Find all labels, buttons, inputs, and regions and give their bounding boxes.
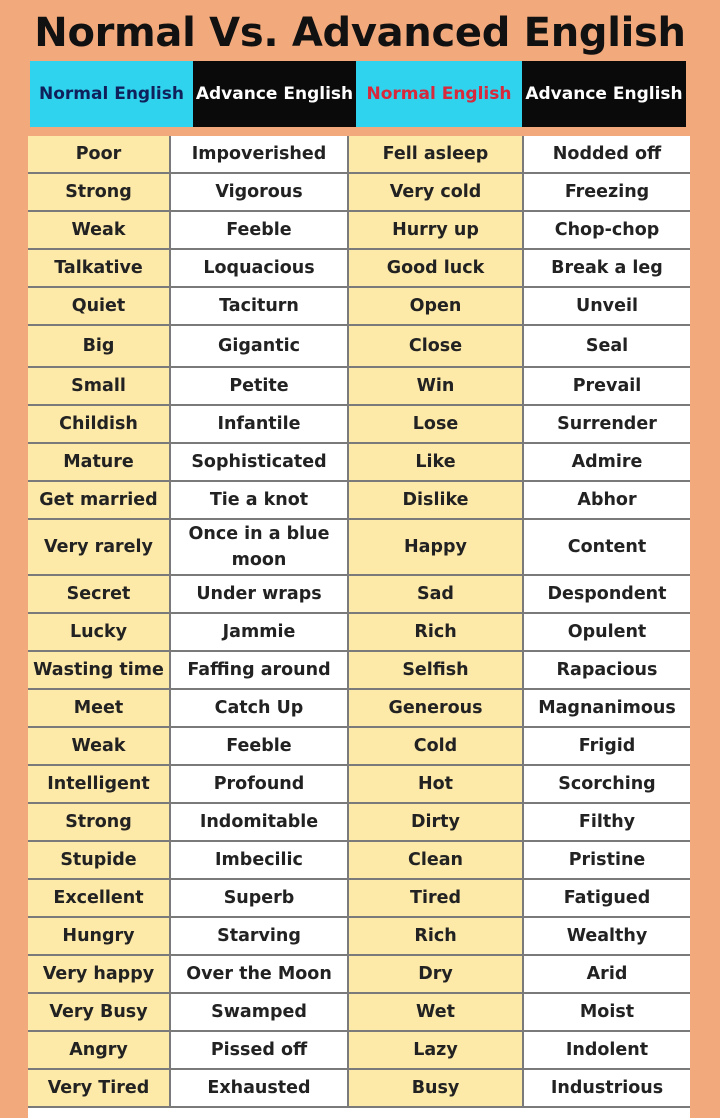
advanced-word-cell: Starving: [171, 918, 349, 954]
advanced-word-cell: Taciturn: [171, 288, 349, 324]
table-row: [28, 250, 690, 288]
advanced-word-cell: Loquacious: [171, 250, 349, 286]
advanced-word-cell: Prevail: [524, 368, 690, 404]
table-row: [28, 690, 690, 728]
advanced-word-cell: Fatigued: [524, 880, 690, 916]
advanced-word-cell: Jammie: [171, 614, 349, 650]
table-row: [28, 994, 690, 1032]
advanced-word-cell: Gigantic: [171, 326, 349, 366]
normal-word-cell: Good luck: [349, 250, 524, 286]
normal-word-cell: Happy: [349, 520, 524, 574]
advanced-word-cell: Pissed off: [171, 1032, 349, 1068]
vocabulary-table: [28, 136, 690, 1118]
advanced-word-cell: Imbecilic: [171, 842, 349, 878]
normal-word-cell: Very happy: [28, 956, 171, 992]
normal-word-cell: Hungry: [28, 918, 171, 954]
advanced-word-cell: Feeble: [171, 212, 349, 248]
advanced-word-cell: Rapacious: [524, 652, 690, 688]
normal-word-cell: Very cold: [349, 174, 524, 210]
normal-word-cell: Close: [349, 326, 524, 366]
table-row: [28, 956, 690, 994]
normal-word-cell: Cold: [349, 728, 524, 764]
normal-word-cell: Lucky: [28, 614, 171, 650]
advanced-word-cell: Indolent: [524, 1032, 690, 1068]
table-row: [28, 766, 690, 804]
advanced-word-cell: Moist: [524, 994, 690, 1030]
table-row: [28, 444, 690, 482]
advanced-word-cell: Magnanimous: [524, 690, 690, 726]
normal-word-cell: Dry: [349, 956, 524, 992]
advanced-word-cell: Catch Up: [171, 690, 349, 726]
table-row: [28, 842, 690, 880]
table-row: [28, 652, 690, 690]
advanced-word-cell: Faffing around: [171, 652, 349, 688]
normal-word-cell: Intelligent: [28, 766, 171, 802]
normal-word-cell: Hurry up: [349, 212, 524, 248]
advanced-word-cell: Seal: [524, 326, 690, 366]
normal-word-cell: Dislike: [349, 482, 524, 518]
header-advance-english-1: Advance English: [193, 61, 356, 127]
table-row: [28, 576, 690, 614]
table-row: [28, 482, 690, 520]
header-normal-english-2: Normal English: [356, 61, 522, 127]
table-row: [28, 136, 690, 174]
advanced-word-cell: Abhor: [524, 482, 690, 518]
table-row: [28, 918, 690, 956]
advanced-word-cell: Unveil: [524, 288, 690, 324]
advanced-word-cell: Petite: [171, 368, 349, 404]
normal-word-cell: Sad: [349, 576, 524, 612]
advanced-word-cell: Feeble: [171, 728, 349, 764]
normal-word-cell: Generous: [349, 690, 524, 726]
normal-word-cell: Strong: [28, 804, 171, 840]
advanced-word-cell: Despondent: [524, 576, 690, 612]
normal-word-cell: Big: [28, 326, 171, 366]
normal-word-cell: Tired: [349, 880, 524, 916]
advanced-word-cell: Content: [524, 520, 690, 574]
table-row: [28, 326, 690, 368]
normal-word-cell: Weak: [28, 728, 171, 764]
advanced-word-cell: Admire: [524, 444, 690, 480]
advanced-word-cell: Superb: [171, 880, 349, 916]
normal-word-cell: Angry: [28, 1032, 171, 1068]
advanced-word-cell: Pristine: [524, 842, 690, 878]
normal-word-cell: Get married: [28, 482, 171, 518]
normal-word-cell: Wet: [349, 994, 524, 1030]
normal-word-cell: Lazy: [349, 1032, 524, 1068]
table-row: [28, 1032, 690, 1070]
table-row: [28, 614, 690, 652]
normal-word-cell: Talkative: [28, 250, 171, 286]
table-row: [28, 804, 690, 842]
advanced-word-cell: Wealthy: [524, 918, 690, 954]
advanced-word-cell: Chop-chop: [524, 212, 690, 248]
advanced-word-cell: Surrender: [524, 406, 690, 442]
normal-word-cell: Wasting time: [28, 652, 171, 688]
header-normal-english-1: Normal English: [30, 61, 193, 127]
advanced-word-cell: Industrious: [524, 1070, 690, 1106]
normal-word-cell: Win: [349, 368, 524, 404]
advanced-word-cell: Exhausted: [171, 1070, 349, 1106]
advanced-word-cell: Indomitable: [171, 804, 349, 840]
table-row: [28, 406, 690, 444]
normal-word-cell: Stupide: [28, 842, 171, 878]
advanced-word-cell: Swamped: [171, 994, 349, 1030]
normal-word-cell: Secret: [28, 576, 171, 612]
advanced-word-cell: Opulent: [524, 614, 690, 650]
advanced-word-cell: Scorching: [524, 766, 690, 802]
normal-word-cell: Very Tired: [28, 1070, 171, 1106]
normal-word-cell: Rich: [349, 918, 524, 954]
normal-word-cell: Childish: [28, 406, 171, 442]
advanced-word-cell: Vigorous: [171, 174, 349, 210]
advanced-word-cell: Nodded off: [524, 136, 690, 172]
normal-word-cell: Weak: [28, 212, 171, 248]
normal-word-cell: Strong: [28, 174, 171, 210]
advanced-word-cell: Under wraps: [171, 576, 349, 612]
normal-word-cell: Dirty: [349, 804, 524, 840]
table-header: [30, 61, 686, 127]
normal-word-cell: Clean: [349, 842, 524, 878]
advanced-word-cell: Arid: [524, 956, 690, 992]
advanced-word-cell: Sophisticated: [171, 444, 349, 480]
normal-word-cell: Mature: [28, 444, 171, 480]
table-row: [28, 368, 690, 406]
advanced-word-cell: Tie a knot: [171, 482, 349, 518]
advanced-word-cell: Filthy: [524, 804, 690, 840]
normal-word-cell: Poor: [28, 136, 171, 172]
advanced-word-cell: Infantile: [171, 406, 349, 442]
table-row: [28, 174, 690, 212]
table-row: [28, 1070, 690, 1108]
table-row: [28, 880, 690, 918]
normal-word-cell: Busy: [349, 1070, 524, 1106]
normal-word-cell: Lose: [349, 406, 524, 442]
advanced-word-cell: Once in a blue moon: [171, 520, 349, 574]
normal-word-cell: Very Busy: [28, 994, 171, 1030]
advanced-word-cell: Profound: [171, 766, 349, 802]
table-row: [28, 728, 690, 766]
normal-word-cell: Excellent: [28, 880, 171, 916]
advanced-word-cell: Frigid: [524, 728, 690, 764]
normal-word-cell: Fell asleep: [349, 136, 524, 172]
page-title: Normal Vs. Advanced English: [34, 10, 686, 56]
normal-word-cell: Rich: [349, 614, 524, 650]
normal-word-cell: Very rarely: [28, 520, 171, 574]
advanced-word-cell: Impoverished: [171, 136, 349, 172]
table-row: [28, 288, 690, 326]
advanced-word-cell: Break a leg: [524, 250, 690, 286]
header-advance-english-2: Advance English: [522, 61, 686, 127]
normal-word-cell: Quiet: [28, 288, 171, 324]
advanced-word-cell: Over the Moon: [171, 956, 349, 992]
normal-word-cell: Hot: [349, 766, 524, 802]
table-row: [28, 520, 690, 576]
advanced-word-cell: Freezing: [524, 174, 690, 210]
normal-word-cell: Like: [349, 444, 524, 480]
normal-word-cell: Open: [349, 288, 524, 324]
normal-word-cell: Meet: [28, 690, 171, 726]
normal-word-cell: Selfish: [349, 652, 524, 688]
table-row: [28, 212, 690, 250]
normal-word-cell: Small: [28, 368, 171, 404]
